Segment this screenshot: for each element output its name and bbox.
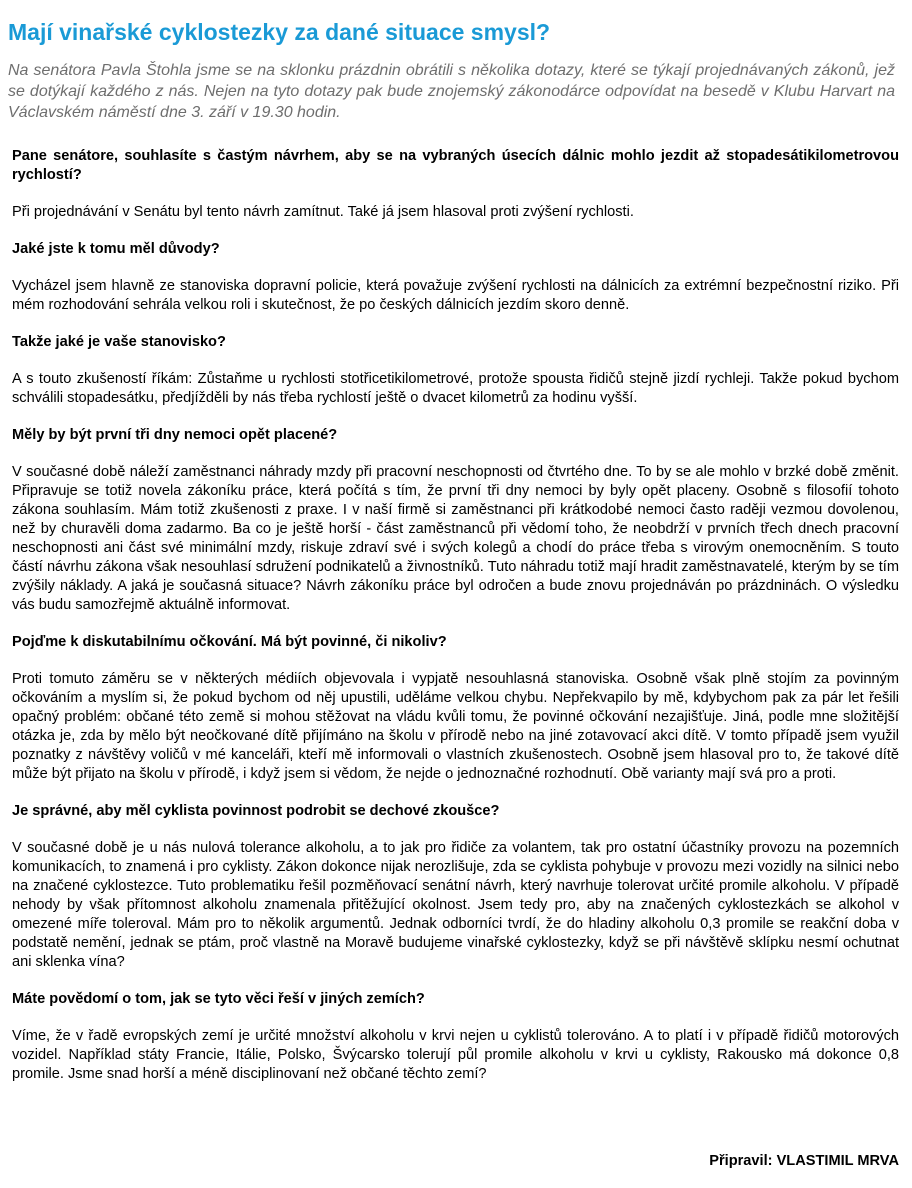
paragraph-gap bbox=[12, 408, 899, 426]
paragraph-gap bbox=[12, 222, 899, 240]
answer-7: Víme, že v řadě evropských zemí je určité množství alkoholu v krvi nejen u cyklistů tolerováno. A to platí i v případě řidičů motorových vozidel. Například státy Francie, Itálie, Polsko, Švýcarsko tolerují půl promile alkoholu v krvi u cyklisty, Rakousko má dokonce 0,8 promile. Jsme snad horší a méně disciplinovaní než občané těchto zemí? bbox=[12, 1028, 899, 1082]
paragraph-gap bbox=[12, 352, 899, 370]
answer-3: A s touto zkušeností říkám: Zůstaňme u rychlosti stotřicetikilometrové, protože spousta řidičů stejně jizdí rychleji. Takže pokud bychom schválili stopadesátku, předjížděli by nás třeba rychlostí ještě o dvacet kilometrů za hodinu vyšší. bbox=[12, 371, 899, 406]
answer-1: Při projednávání v Senátu byl tento návrh zamítnut. Také já jsem hlasoval proti zvýšení rychlosti. bbox=[12, 204, 634, 220]
question-3: Takže jaké je vaše stanovisko? bbox=[12, 334, 226, 350]
paragraph-gap bbox=[12, 315, 899, 333]
paragraph-gap bbox=[12, 1009, 899, 1027]
answer-6: V současné době je u nás nulová tolerance alkoholu, a to jak pro řidiče za volantem, tak pro ostatní účastníky provozu na pozemních komunikacích, to znamená i pro cyklisty. Zákon dokonce nijak nerozlišuje, zda se cyklista pohybuje v provozu mezi vozidly na silnici nebo na značené cyklostezce. Tuto problematiku řešil pozměňovací senátní návrh, který navrhuje tolerovat určité promile alkoholu. V případě nehody by však přítomnost alkoholu znamenala přitěžující okolnost. Jsem tedy pro, aby na značených cyklostezkách se alkohol v omezené míře toleroval. Mám pro to několik argumentů. Jednak odborníci tvrdí, že do hladiny alkoholu 0,3 promile se reakční doba v podstatě nemění, jednak se ptám, proč vlastně na Moravě budujeme vinařské cyklostezky, když se při návštěvě sklípku nesmí ochutnat ani sklenka vína? bbox=[12, 840, 899, 970]
paragraph-gap bbox=[12, 784, 899, 802]
answer-2: Vycházel jsem hlavně ze stanoviska dopravní policie, která považuje zvýšení rychlosti na dálnicích za extrémní bezpečnostní riziko. Při mém rozhodování sehrála velkou roli i skutečnost, že po českých dálnicích jezdím skoro denně. bbox=[12, 278, 899, 313]
question-4: Měly by být první tři dny nemoci opět placené? bbox=[12, 427, 338, 443]
paragraph-gap bbox=[12, 615, 899, 633]
paragraph-gap bbox=[12, 972, 899, 990]
question-2: Jaké jste k tomu měl důvody? bbox=[12, 241, 220, 257]
question-7: Máte povědomí o tom, jak se tyto věci řeší v jiných zemích? bbox=[12, 991, 425, 1007]
paragraph-gap bbox=[12, 652, 899, 670]
author-credit: Připravil: VLASTIMIL MRVA bbox=[709, 1153, 899, 1169]
article-title: Mají vinařské cyklostezky za dané situace smysl? bbox=[8, 19, 551, 45]
paragraph-gap bbox=[12, 821, 899, 839]
question-6: Je správné, aby měl cyklista povinnost podrobit se dechové zkoušce? bbox=[12, 803, 500, 819]
paragraph-gap bbox=[12, 185, 899, 203]
interview-body bbox=[12, 147, 899, 1084]
question-1: Pane senátore, souhlasíte s častým návrhem, aby se na vybraných úsecích dálnic mohlo jezdit až stopadesátikilometrovou rychlostí? bbox=[12, 148, 899, 183]
article-lead: Na senátora Pavla Štohla jsme se na sklonku prázdnin obrátili s několika dotazy, které se týkají projednávaných zákonů, jež se dotýkají každého z nás. Nejen na tyto dotazy pak bude znojemský zákonodárce odpovídat na besedě v Klubu Harvart na Václavském náměstí dne 3. září v 19.30 hodin. bbox=[8, 62, 895, 121]
answer-5: Proti tomuto záměru se v některých médiích objevovala i vypjatě nesouhlasná stanoviska. Osobně však plně stojím za povinným očkováním a myslím si, že pokud bychom od něj upustili, uděláme velkou chybu. Nepřekvapilo by mě, kdybychom pak za pár let řešili opačný problém: občané této země si mohou stěžovat na vládu kvůli tomu, že povinné očkování nezajišťuje. Jiná, podle mne složitější otázka je, zda by mělo být neočkované dítě přijímáno na školu v přírodě nebo na jiné zotavovací akci dítě. V tomto případě jsem využil poznatky z návštěvy voličů v mé kanceláři, kteří mě informovali o vlastních zkušenostech. Osobně jsem hlasoval pro to, že takové dítě může být přijato na školu v přírodě, i když jsem si vědom, že nejde o jednoznačné rozhodnutí. Obě varianty mají svá pro a proti. bbox=[12, 671, 899, 782]
paragraph-gap bbox=[12, 445, 899, 463]
question-5: Pojďme k diskutabilnímu očkování. Má být povinné, či nikoliv? bbox=[12, 634, 447, 650]
paragraph-gap bbox=[12, 259, 899, 277]
answer-4: V současné době náleží zaměstnanci náhrady mzdy při pracovní neschopnosti od čtvrtého dne. To by se ale mohlo v brzké době změnit. Připravuje se totiž novela zákoníku práce, která počítá s tím, že první tři dny nemoci by byly opět placeny. Osobně s filosofií tohoto zákona souhlasím. Mám totiž zkušenosti z praxe. I v naší firmě si zaměstnanci při krátkodobé nemoci často raději vezmou dovolenou, než by churavěli doma zadarmo. Ba co je ještě horší - část zaměstnanců při vědomí toho, že neobdrží v prvních třech dnech pracovní neschopnosti ani část své minimální mzdy, riskuje zdraví své i svých kolegů a chodí do práce třeba s virovým onemocněním. S touto částí návrhu zákona však nesouhlasí sdružení podnikatelů a živnostníků. Tuto náhradu totiž mají hradit zaměstnavatelé, kterým by se tím zvýšily náklady. A jaká je současná situace? Návrh zákoníku práce byl odročen a bude znovu projednáván po prázdninách. O výsledku vás budu samozřejmě aktuálně informovat. bbox=[12, 464, 899, 613]
